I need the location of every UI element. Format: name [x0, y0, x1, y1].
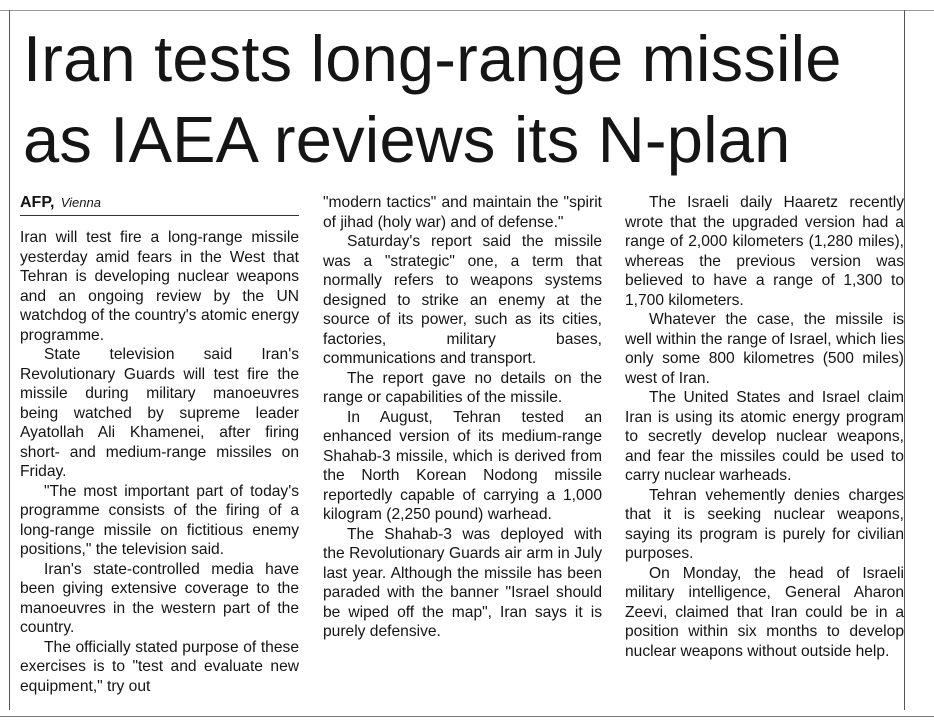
article-paragraph: Iran will test fire a long-range missile yesterday amid fears in the West that Tehran is developing nuclear weapons and an ongoing review by the UN watchdog of the country's atomic energy programme.: [20, 229, 299, 344]
article-paragraph: Iran's state-controlled media have been giving extensive coverage to the manoeuvres in the western part of the country.: [20, 560, 299, 636]
article-paragraph: The report gave no details on the range or capabilities of the missile.: [323, 369, 602, 406]
article-paragraph: The United States and Israel claim Iran is using its atomic energy program to secretly develop nuclear weapons, and fear the missiles could be used to carry nuclear warheads.: [625, 389, 904, 484]
article-paragraph: Saturday's report said the missile was a "strategic" one, a term that normally refers to weapons systems designed to strike an enemy at the source of its power, such as its cities, factories, military bases, communications and transport.: [323, 233, 602, 367]
article-paragraph: "The most important part of today's programme consists of the firing of a long-range missile on fictitious enemy positions," the television said.: [20, 482, 299, 558]
article-column-3: [625, 193, 904, 661]
left-border-rule: [9, 10, 10, 710]
bottom-rule: [0, 716, 934, 717]
article-paragraph: Tehran vehemently denies charges that it is seeking nuclear weapons, saying its program is purely for civilian purposes.: [625, 486, 904, 562]
byline-agency: AFP,: [20, 194, 55, 211]
article-paragraph: In August, Tehran tested an enhanced version of its medium-range Shahab-3 missile, which is derived from the North Korean Nodong missile reportedly capable of carrying a 1,000 kilogram (2,250 pound) warhead.: [323, 408, 602, 523]
article-paragraph: The Shahab-3 was deployed with the Revolutionary Guards air arm in July last year. Although the missile has been paraded with the banner "Israel should be wiped off the map", Iran says it is purely defensive.: [323, 525, 602, 640]
article-paragraph: On Monday, the head of Israeli military intelligence, General Aharon Zeevi, claimed that Iran could be in a position within six months to develop nuclear weapons without outside help.: [625, 564, 904, 660]
byline-dateline: Vienna: [60, 195, 101, 210]
headline-line-1: Iran tests long-range missile: [23, 22, 842, 95]
right-border-rule: [904, 10, 905, 710]
top-rule: [0, 10, 934, 11]
byline: [20, 193, 299, 216]
article-paragraph: The officially stated purpose of these exercises is to "test and evaluate new equipment," try out: [20, 638, 299, 695]
headline: [23, 18, 903, 180]
article-column-1: [20, 193, 299, 696]
article-paragraph: The Israeli daily Haaretz recently wrote that the upgraded version had a range of 2,000 kilometers (1,280 miles), whereas the previous version was believed to have a range of 1,300 to 1,700 kilometers.: [625, 194, 904, 309]
article-paragraph: State television said Iran's Revolutionary Guards will test fire the missile during military manoeuvres being watched by supreme leader Ayatollah Ali Khamenei, after firing short- and medium-range missiles on Friday.: [20, 346, 299, 480]
article-paragraph: "modern tactics" and maintain the "spirit of jihad (holy war) and of defense.": [323, 194, 602, 231]
headline-line-2: as IAEA reviews its N-plan: [23, 103, 791, 176]
article-column-2: [323, 193, 602, 642]
article-paragraph: Whatever the case, the missile is well within the range of Israel, which lies only some 800 kilometres (500 miles) west of Iran.: [625, 311, 904, 387]
